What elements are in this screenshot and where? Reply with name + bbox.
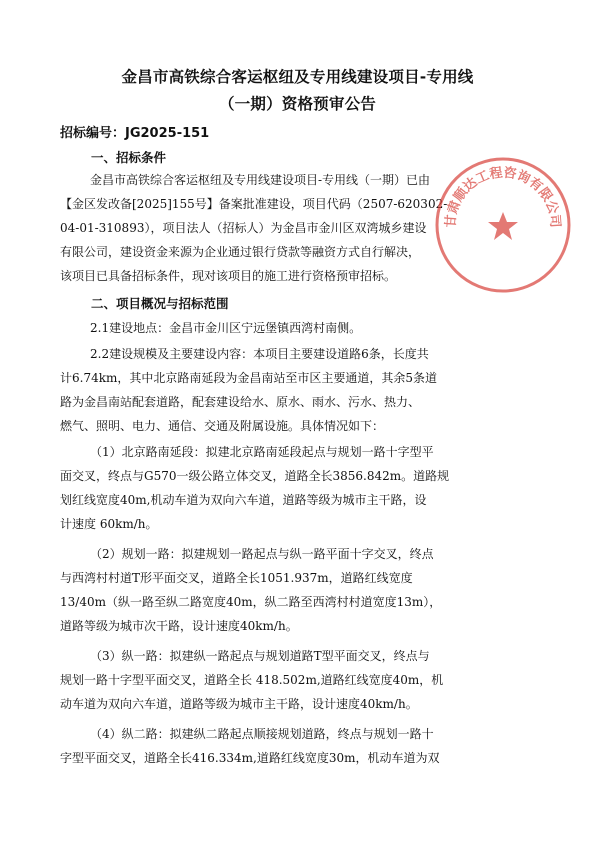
- item2-line: 13/40m（纵一路至纵二路宽度40m，纵二路至西湾村村道宽度13m），: [60, 595, 442, 609]
- bid-number: 招标编号：JG2025-151: [60, 126, 210, 141]
- item1-line: 划红线宽度40m,机动车道为双向六车道，道路等级为城市主干路，设: [60, 493, 427, 507]
- scale-line: 路为金昌南站配套道路，配套建设给水、原水、雨水、污水、热力、: [60, 395, 421, 409]
- scale-line: 计6.74km，其中北京路南延段为金昌南站至市区主要通道，其余5条道: [60, 371, 438, 385]
- document-title-line2: （一期）资格预审公告: [218, 95, 376, 113]
- section1-line: 【金区发改备[2025]155号】备案批准建设，项目代码（2507-620302-: [60, 197, 448, 211]
- item1-line: （1）北京路南延段：拟建北京路南延段起点与规划一路十字型平: [90, 445, 434, 459]
- item2-line: 与西湾村村道T形平面交叉，道路全长1051.937m，道路红线宽度: [60, 571, 413, 585]
- section1-line: 该项目已具备招标条件，现对该项目的施工进行资格预审招标。: [60, 269, 397, 283]
- item1-line: 计速度 60km/h。: [60, 517, 158, 531]
- item3-line: （3）纵一路：拟建纵一路起点与规划道路T型平面交叉，终点与: [90, 649, 430, 663]
- section1-line: 金昌市高铁综合客运枢纽及专用线建设项目-专用线（一期）已由: [90, 173, 431, 187]
- item2-line: （2）规划一路：拟建规划一路起点与纵一路平面十字交叉，终点: [90, 547, 434, 561]
- location-line: 2.1建设地点：金昌市金川区宁远堡镇西湾村南侧。: [90, 321, 362, 335]
- item2-line: 道路等级为城市次干路，设计速度40km/h。: [60, 619, 298, 633]
- item3-line: 规划一路十字型平面交叉，道路全长 418.502m,道路红线宽度40m，机: [60, 673, 444, 687]
- item4-line: 字型平面交叉，道路全长416.334m,道路红线宽度30m，机动车道为双: [60, 751, 440, 765]
- item3-line: 动车道为双向六车道，道路等级为城市主干路，设计速度40km/h。: [60, 697, 418, 711]
- svg-text:甘肃顺达工程咨询有限公司: 甘肃顺达工程咨询有限公司: [443, 165, 563, 229]
- section1-line: 04-01-310893），项目法人（招标人）为金昌市金川区双湾城乡建设: [60, 221, 427, 235]
- company-seal-stamp: [428, 150, 578, 300]
- item4-line: （4）纵二路：拟建纵二路起点顺接规划道路，终点与规划一路十: [90, 727, 434, 741]
- section1-heading: 一、招标条件: [91, 150, 167, 165]
- scale-line: 燃气、照明、电力、通信、交通及附属设施。具体情况如下：: [60, 419, 385, 433]
- document-title-line1: 金昌市高铁综合客运枢纽及专用线建设项目-专用线: [121, 68, 474, 86]
- item1-line: 面交叉，终点与G570一级公路立体交叉，道路全长3856.842m。道路规: [60, 469, 450, 483]
- scale-line: 2.2建设规模及主要建设内容：本项目主要建设道路6条，长度共: [90, 347, 429, 361]
- section1-line: 有限公司，建设资金来源为企业通过银行贷款等融资方式自行解决，: [60, 245, 421, 259]
- section2-heading: 二、项目概况与招标范围: [91, 296, 229, 311]
